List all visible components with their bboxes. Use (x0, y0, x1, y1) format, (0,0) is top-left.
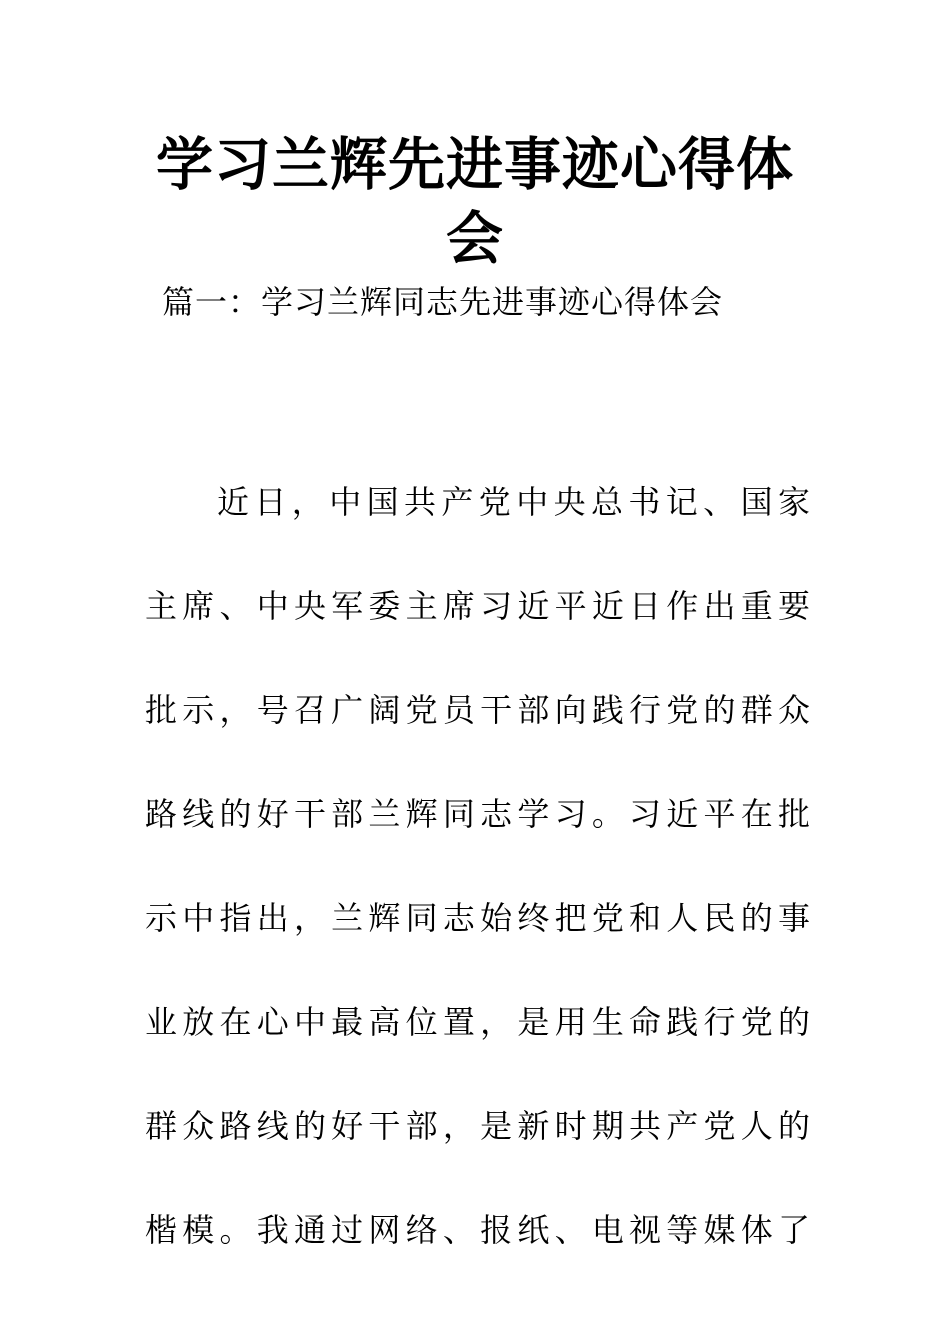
body-paragraph (145, 470, 810, 1302)
body-line-6: 业放在心中最高位置，是用生命践行党的 (145, 1003, 810, 1041)
title-line-2: 会 (446, 206, 504, 272)
title-line-1: 学习兰辉先进事迹心得体 (156, 132, 794, 198)
body-line-4: 路线的好干部兰辉同志学习。习近平在批 (145, 795, 810, 833)
document-title (140, 128, 810, 276)
body-line-1: 近日，中国共产党中央总书记、国家 (217, 483, 810, 521)
body-line-7: 群众路线的好干部，是新时期共产党人的 (145, 1107, 810, 1145)
body-line-3: 批示，号召广阔党员干部向践行党的群众 (145, 691, 810, 729)
body-line-8: 楷模。我通过网络、报纸、电视等媒体了 (145, 1211, 810, 1249)
body-line-5: 示中指出，兰辉同志始终把党和人民的事 (145, 899, 810, 937)
section-heading: 篇一：学习兰辉同志先进事迹心得体会 (162, 283, 724, 321)
body-line-2: 主席、中央军委主席习近平近日作出重要 (145, 587, 810, 625)
